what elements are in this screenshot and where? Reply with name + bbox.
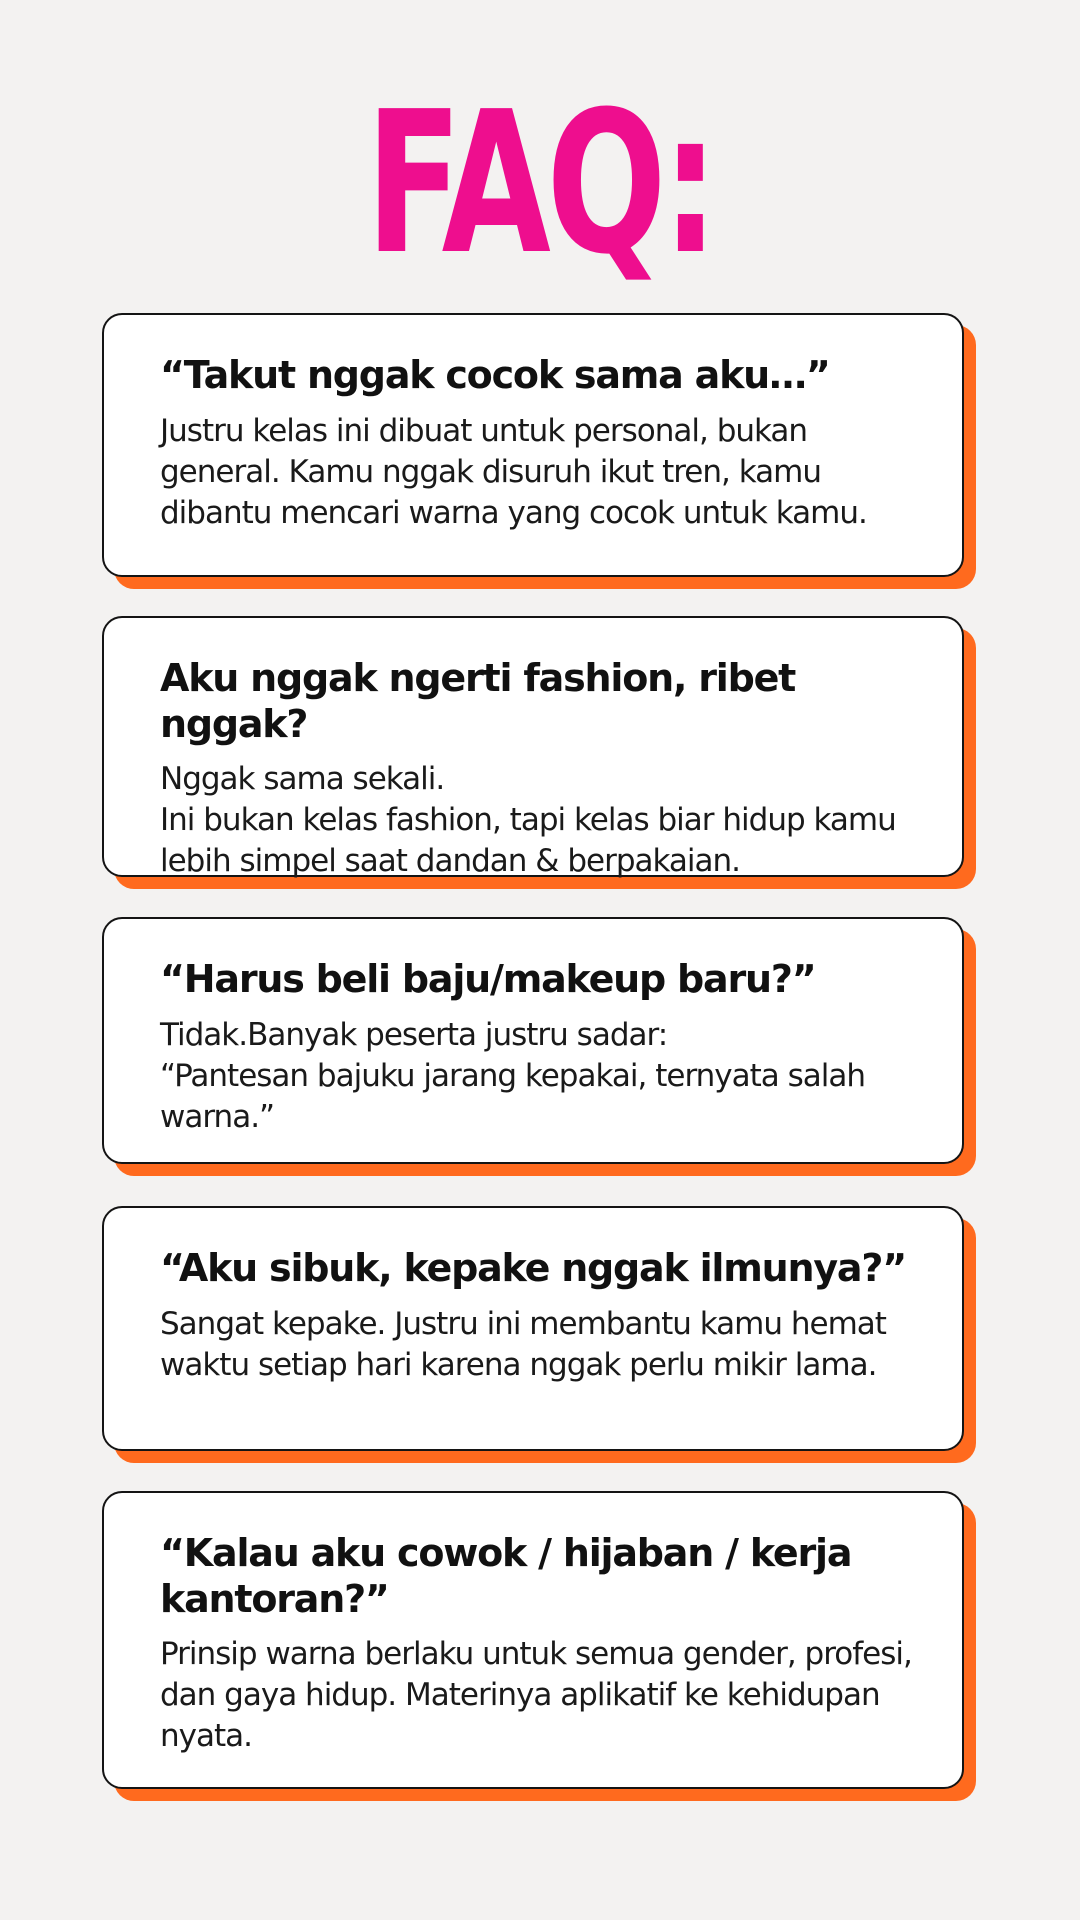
faq-card-1 [102,313,964,577]
faq-answer: Prinsip warna berlaku untuk semua gender, profesi, dan gaya hidup. Materinya aplikatif ke kehidupan nyata. [160,1636,912,1755]
faq-card-5 [102,1491,964,1789]
faq-card-3 [102,917,964,1164]
faq-question: “Harus beli baju/makeup baru?” [160,957,816,1001]
faq-question: “Aku sibuk, kepake nggak ilmunya?” [160,1246,906,1290]
faq-question: Aku nggak ngerti fashion, ribet nggak? [160,656,796,746]
faq-answer: Nggak sama sekali. Ini bukan kelas fashion, tapi kelas biar hidup kamu lebih simpel saat dandan & berpakaian. [160,761,896,880]
faq-answer: Justru kelas ini dibuat untuk personal, bukan general. Kamu nggak disuruh ikut tren, kamu dibantu mencari warna yang cocok untuk kamu. [160,412,867,531]
faq-card-2 [102,616,964,880]
faq-answer: Tidak.Banyak peserta justru sadar: “Pantesan bajuku jarang kepakai, ternyata salah warna.” [160,1016,866,1135]
faq-question: “Kalau aku cowok / hijaban / kerja kantoran?” [160,1531,852,1621]
faq-question: “Takut nggak cocok sama aku…” [160,353,830,397]
page-title: FAQ: [365,70,715,298]
faq-card-4 [102,1206,964,1451]
faq-answer: Sangat kepake. Justru ini membantu kamu hemat waktu setiap hari karena nggak perlu mikir lama. [160,1305,886,1383]
